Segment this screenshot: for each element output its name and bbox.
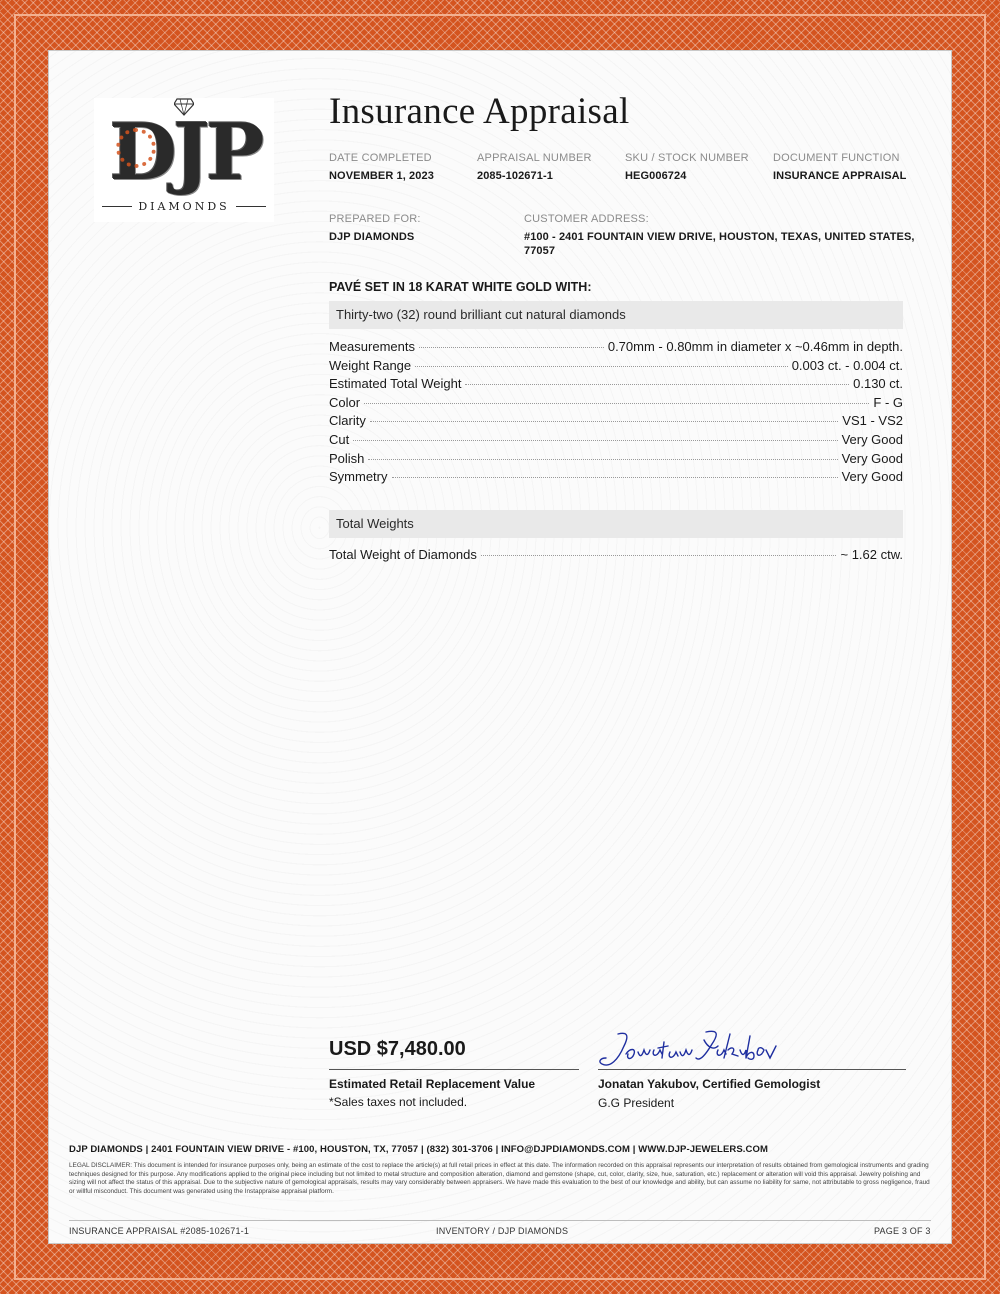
logo-subtitle-text: DIAMONDS: [138, 199, 230, 213]
customer-address-line2: 77057: [524, 245, 556, 257]
footer-contact: DJP DIAMONDS | 2401 FOUNTAIN VIEW DRIVE - #100, HOUSTON, TX, 77057 | (832) 301-3706 | INFO@DJPDIAMONDS.COM | WWW.DJP-JEWELERS.COM: [69, 1144, 768, 1155]
spec-row: [329, 376, 903, 395]
dot-leader: [465, 384, 849, 385]
dot-leader: [353, 440, 837, 441]
appraisal-number-label: APPRAISAL NUMBER: [477, 152, 592, 164]
document-sheet: [48, 50, 952, 1244]
spec-value: VS1 - VS2: [842, 413, 903, 429]
spec-value: Very Good: [841, 450, 903, 466]
gear-icon: [116, 128, 156, 168]
document-function-value: INSURANCE APPRAISAL: [773, 170, 907, 182]
prepared-for-label: PREPARED FOR:: [329, 213, 421, 225]
total-weights-band: Total Weights: [329, 510, 903, 538]
customer-address-line1: #100 - 2401 FOUNTAIN VIEW DRIVE, HOUSTON, TEXAS, UNITED STATES,: [524, 231, 915, 243]
footer-divider: [69, 1220, 931, 1221]
signer-name: Jonatan Yakubov, Certified Gemologist: [598, 1077, 821, 1091]
footer-inventory: INVENTORY / DJP DIAMONDS: [436, 1226, 569, 1236]
total-weight-row: [329, 547, 903, 566]
document-function-label: DOCUMENT FUNCTION: [773, 152, 900, 164]
legal-disclaimer: LEGAL DISCLAIMER: This document is intended for insurance purposes only, being an estimate of the cost to replace the article(s) at full retail prices in effect at this date. The information recorded on this appraisal represents our interpretation of results obtained from gemological instruments and grading techniques designed for this purpose. Any modifications applied to the original piece including but not limited to metal structure and composition alteration, diamond and gemstone (shape, cut, color, clarity, size, hue, saturation, etc.) replacement or alteration will void this appraisal. Jewelry polishing and sizing will not affect the status of this appraisal. Due to the subjective nature of gemological appraisals, results may vary considerably between appraisers. We have made this evaluation to the best of our knowledge and ability, but can assume no liability for same, not attributable to gross negligence, fraud or willful misconduct. This document was generated using the Instappraise appraisal platform.: [69, 1162, 930, 1195]
spec-row: [329, 432, 903, 451]
logo-rule-right: [236, 206, 266, 207]
signer-title: G.G President: [598, 1096, 675, 1110]
spec-value: F - G: [873, 394, 903, 410]
dot-leader: [415, 366, 788, 367]
logo-rule-left: [102, 206, 132, 207]
page-title: Insurance Appraisal: [329, 91, 630, 132]
spec-label: Cut: [329, 431, 350, 447]
logo-subtitle: [94, 198, 274, 214]
dot-leader: [364, 403, 869, 404]
footer-appraisal-ref: INSURANCE APPRAISAL #2085-102671-1: [69, 1226, 250, 1236]
prepared-for-value: DJP DIAMONDS: [329, 231, 415, 243]
spec-label: Symmetry: [329, 469, 388, 485]
signature-line: [598, 1069, 906, 1070]
spec-label: Estimated Total Weight: [329, 376, 462, 392]
value-caption: Estimated Retail Replacement Value: [329, 1077, 536, 1091]
date-completed-value: NOVEMBER 1, 2023: [329, 170, 434, 182]
spec-label: Clarity: [329, 413, 366, 429]
stone-description-band: Thirty-two (32) round brilliant cut natural diamonds: [329, 301, 903, 329]
logo-wordmark: DJP: [109, 107, 261, 198]
date-completed-label: DATE COMPLETED: [329, 152, 432, 164]
dot-leader: [481, 555, 837, 556]
spec-value: Very Good: [841, 431, 903, 447]
spec-row: [329, 339, 903, 358]
spec-value: 0.70mm - 0.80mm in diameter x ~0.46mm in depth.: [607, 339, 903, 354]
spec-row: [329, 413, 903, 432]
spec-value: Very Good: [841, 469, 903, 485]
spec-row: [329, 395, 903, 414]
spec-row: [329, 469, 903, 488]
spec-value: 0.130 ct.: [853, 376, 903, 392]
footer-page-number: PAGE 3 OF 3: [874, 1226, 931, 1236]
spec-label: Weight Range: [329, 357, 412, 373]
spec-label: Measurements: [329, 339, 415, 354]
sku-label: SKU / STOCK NUMBER: [625, 152, 749, 164]
total-weight-list: [329, 547, 903, 566]
dot-leader: [370, 421, 838, 422]
value-underline: [329, 1069, 579, 1070]
spec-label: Color: [329, 394, 361, 410]
dot-leader: [392, 477, 838, 478]
spec-label: Polish: [329, 450, 365, 466]
spec-row: [329, 451, 903, 470]
signature-image: [596, 1028, 796, 1072]
tax-note: *Sales taxes not included.: [329, 1095, 468, 1109]
dot-leader: [419, 347, 604, 348]
dot-leader: [368, 459, 837, 460]
total-weight-label: Total Weight of Diamonds: [329, 547, 477, 562]
item-heading: PAVÉ SET IN 18 KARAT WHITE GOLD WITH:: [329, 280, 592, 294]
sku-value: HEG006724: [625, 170, 687, 182]
customer-address-label: CUSTOMER ADDRESS:: [524, 213, 649, 225]
appraised-value: USD $7,480.00: [329, 1038, 466, 1060]
total-weight-value: ~ 1.62 ctw.: [840, 547, 903, 562]
spec-row: [329, 358, 903, 377]
djp-diamonds-logo: [94, 98, 274, 222]
appraisal-number-value: 2085-102671-1: [477, 170, 553, 182]
spec-value: 0.003 ct. - 0.004 ct.: [791, 357, 903, 373]
diamond-specs-list: [329, 339, 903, 488]
